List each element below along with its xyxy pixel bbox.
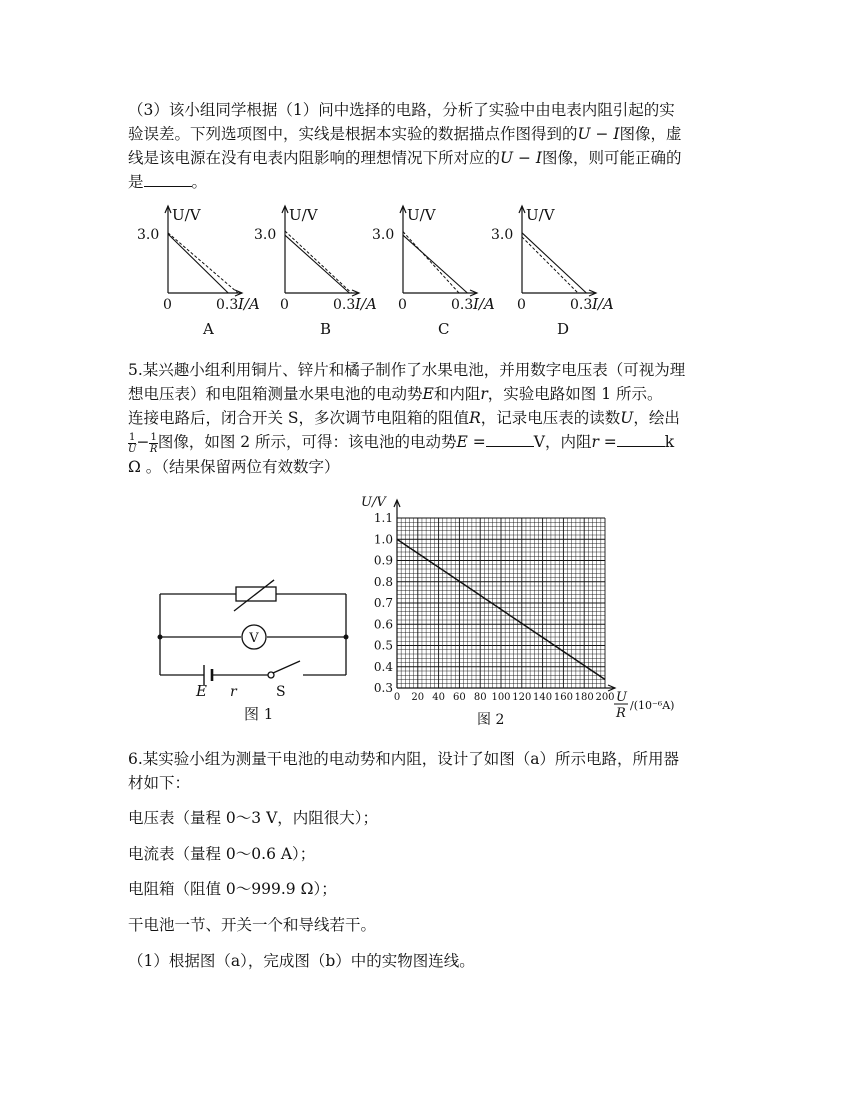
- x-tick-label: 60: [453, 692, 466, 703]
- q3-paragraph: [128, 98, 740, 194]
- fraction-1-over-u: $\frac{1}{U}$: [128, 431, 137, 455]
- y-axis-label: U/V: [526, 206, 555, 224]
- q6-item4: 干电池一节、开关一个和导线若干。: [128, 916, 377, 934]
- measured-line: [522, 233, 586, 293]
- x-tick-label: 0.3: [451, 297, 474, 313]
- option-label: C: [438, 320, 450, 338]
- x-tick-label: 160: [553, 692, 573, 703]
- q6-item3: 电阻箱（阻值 0～999.9 Ω）；: [128, 880, 337, 898]
- chart-x-label-unit: /(10⁻⁶A): [630, 699, 675, 712]
- option-graph-a: [137, 206, 260, 338]
- x-tick-label: 0.3: [333, 297, 356, 313]
- q6-item1: 电压表（量程 0～3 V，内阻很大）；: [128, 809, 379, 827]
- q6-paragraph: [128, 747, 740, 795]
- q6-sub1: （1）根据图（a），完成图（b）中的实物图连线。: [128, 952, 475, 970]
- option-label: B: [320, 320, 332, 338]
- y-tick-label: 0.6: [373, 617, 393, 632]
- label-r: r: [230, 684, 237, 700]
- origin-label: 0: [517, 297, 526, 313]
- y-tick-label: 1.0: [373, 532, 393, 547]
- ideal-dashed-line: [285, 231, 352, 293]
- x-tick-label: 100: [491, 692, 511, 703]
- q3-line3: 线是该电源在没有电表内阻影响的理想情况下所对应的U − I图像，则可能正确的: [128, 149, 682, 167]
- y-tick-label: 0.9: [373, 553, 393, 568]
- y-tick-label: 0.5: [373, 638, 393, 653]
- figure2-caption: 图 2: [477, 712, 505, 728]
- y-tick-label: 0.7: [373, 596, 393, 610]
- resistance-answer-blank[interactable]: [617, 432, 665, 447]
- y-tick-label: 0.3: [373, 681, 393, 695]
- x-tick-label: 0.3: [216, 297, 239, 313]
- x-tick-label: 180: [574, 692, 594, 703]
- y-axis-label: U/V: [172, 206, 201, 224]
- y-axis-label: U/V: [289, 206, 318, 224]
- y-tick-label: 0.8: [373, 574, 393, 589]
- ideal-dashed-line: [522, 237, 578, 293]
- measured-line: [403, 235, 467, 293]
- x-axis-label: I/A: [355, 295, 377, 313]
- x-tick-label: 120: [512, 692, 532, 703]
- x-axis-label: I/A: [592, 295, 614, 313]
- x-tick-label: 200: [595, 692, 615, 703]
- chart-x-label-den: R: [616, 706, 626, 721]
- answer-blank[interactable]: [144, 172, 192, 187]
- x-tick-label: 0.3: [570, 297, 593, 313]
- y-axis-label: U/V: [407, 206, 436, 224]
- figure1-caption: 图 1: [244, 705, 274, 723]
- y-tick-label: 3.0: [254, 227, 277, 243]
- ideal-dashed-line: [403, 232, 459, 293]
- option-label: D: [557, 320, 570, 338]
- option-graph-d: [491, 206, 614, 338]
- measured-line: [168, 234, 228, 293]
- q3-line2: 验误差。下列选项图中，实线是根据本实验的数据描点作图得到的U − I图像，虚: [128, 125, 682, 143]
- u-vs-u-over-r-chart: [355, 490, 715, 735]
- y-tick-label: 3.0: [372, 227, 395, 243]
- voltmeter-label: V: [249, 631, 259, 646]
- q3-line4: 是 。: [128, 173, 208, 191]
- q5-line5: Ω 。（结果保留两位有效数字）: [128, 457, 340, 476]
- option-graph-c: [372, 206, 495, 338]
- chart-x-label-num: U: [616, 690, 627, 705]
- q5-paragraph: [128, 358, 740, 479]
- x-tick-label: 20: [411, 692, 425, 703]
- origin-label: 0: [280, 297, 289, 313]
- q6-item2: 电流表（量程 0～0.6 A）；: [128, 845, 316, 863]
- chart-y-label: U/V: [361, 495, 386, 510]
- ideal-dashed-line: [168, 233, 238, 293]
- origin-label: 0: [398, 297, 407, 313]
- q5-line1: 5.某兴趣小组利用铜片、锌片和橘子制作了水果电池，并用数字电压表（可视为理: [128, 361, 686, 379]
- x-axis-label: I/A: [473, 295, 495, 313]
- x-tick-label: 80: [473, 692, 487, 703]
- q6-line1: 6.某实验小组为测量干电池的电动势和内阻，设计了如图（a）所示电路，所用器: [128, 750, 680, 768]
- option-graphs: [0, 198, 860, 348]
- option-label: A: [203, 320, 214, 338]
- x-tick-label: 0: [393, 692, 401, 703]
- measured-line: [285, 235, 349, 293]
- q3-line1: （3）该小组同学根据（1）问中选择的电路，分析了实验中由电表内阻引起的实: [128, 101, 675, 119]
- q6-line2: 材如下：: [128, 774, 191, 792]
- emf-answer-blank[interactable]: [486, 432, 534, 447]
- label-e: E: [196, 682, 207, 700]
- x-axis-label: I/A: [238, 295, 260, 313]
- y-tick-label: 3.0: [491, 227, 514, 243]
- fraction-1-over-r: $\frac{1}{R}$: [149, 431, 158, 455]
- y-tick-label: 0.4: [373, 659, 393, 674]
- label-s: S: [276, 684, 286, 700]
- q5-line4: $\frac{1}{U}$ − $\frac{1}{R}$ 图像，如图 2 所示，可得：该电池的电动势E = V，内阻r = k: [128, 431, 675, 455]
- y-tick-label: 3.0: [137, 227, 160, 243]
- x-tick-label: 40: [432, 692, 445, 703]
- q5-line3: 连接电路后，闭合开关 S，多次调节电阻箱的阻值R，记录电压表的读数U，绘出: [128, 409, 680, 427]
- y-tick-label: 1.1: [373, 511, 393, 525]
- q5-line2: 想电压表）和电阻箱测量水果电池的电动势E和内阻r，实验电路如图 1 所示。: [128, 385, 663, 403]
- origin-label: 0: [163, 297, 172, 313]
- option-graph-b: [254, 206, 377, 338]
- x-tick-label: 140: [533, 692, 553, 703]
- circuit-diagram: [150, 578, 370, 728]
